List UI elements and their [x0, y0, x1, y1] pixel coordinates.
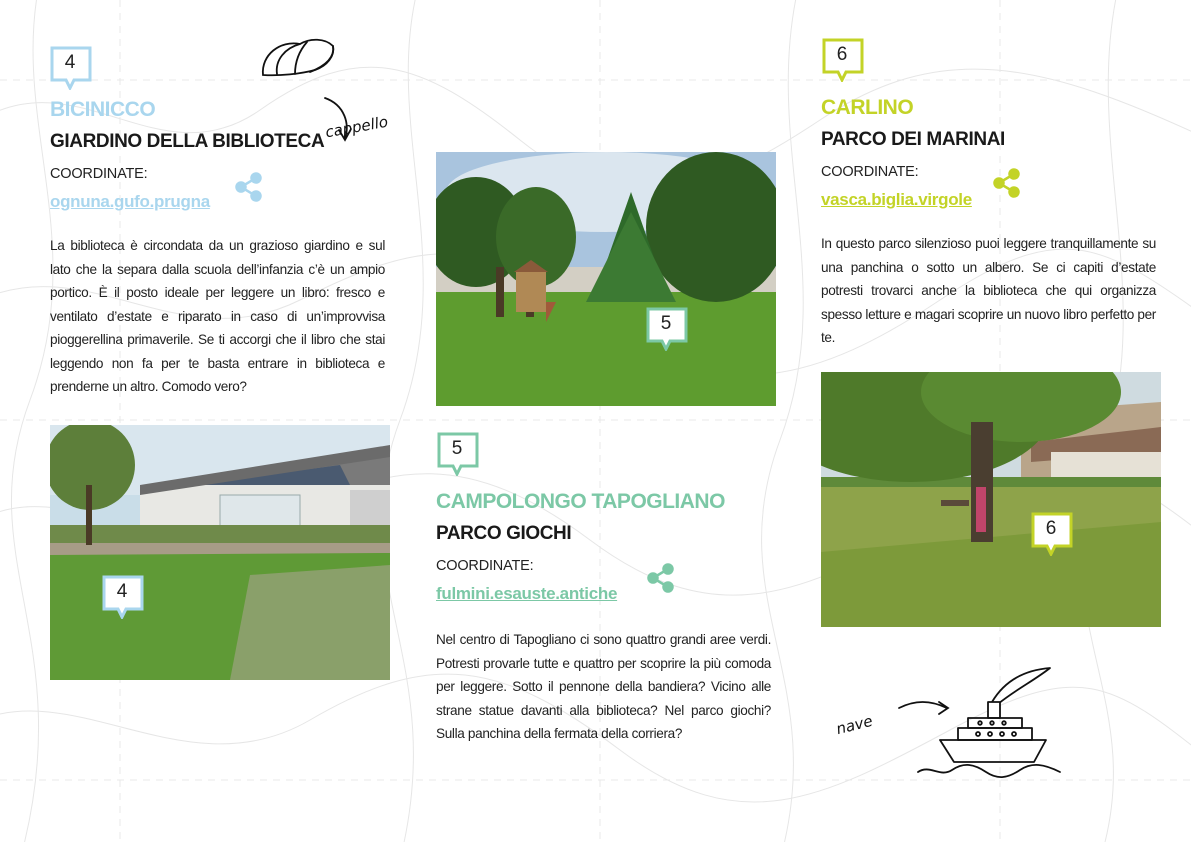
- share-icon[interactable]: [234, 172, 264, 202]
- place-subtitle: PARCO DEI MARINAI: [821, 129, 1005, 150]
- coordinate-label: COORDINATE:: [821, 164, 919, 180]
- photo-marker-pin-icon: [102, 575, 148, 619]
- place-name: BICINICCO: [50, 98, 156, 121]
- share-icon[interactable]: [992, 168, 1022, 198]
- photo-marker-number: 6: [1045, 518, 1057, 539]
- photo-park: [821, 372, 1161, 627]
- coordinate-link[interactable]: ognuna.gufo.prugna: [50, 192, 210, 211]
- place-name: CARLINO: [821, 96, 914, 119]
- place-description: Nel centro di Tapogliano ci sono quattro grandi aree verdi. Potresti provarle tutte e quattro per scoprire la più comoda per leggere. Sotto il pennone della bandiera? Vicino alle strane statue davanti alla biblioteca? Nel parco giochi? Sulla panchina della fermata della corriera?: [436, 632, 771, 741]
- marker-number: 6: [836, 44, 848, 65]
- place-subtitle: GIARDINO DELLA BIBLIOTECA: [50, 131, 325, 152]
- coordinate-link[interactable]: fulmini.esauste.antiche: [436, 584, 618, 603]
- marker-number: 4: [64, 52, 76, 73]
- place-name: CAMPOLONGO TAPOGLIANO: [436, 490, 725, 513]
- photo-marker-number: 5: [660, 313, 672, 334]
- photo-marker-pin-icon: [1031, 512, 1077, 556]
- cap-doodle-label: cappello: [323, 112, 390, 142]
- coordinate-label: COORDINATE:: [436, 558, 534, 574]
- photo-library-garden: [50, 425, 390, 680]
- place-subtitle: PARCO GIOCHI: [436, 523, 572, 544]
- ship-doodle-label: nave: [834, 711, 875, 739]
- photo-playground: [436, 152, 776, 406]
- place-description: La biblioteca è circondata da un grazioso giardino e sul lato che la separa dalla scuola dell’infanzia c’è un ampio portico. È il posto ideale per leggere un libro: fresco e ventilato d’estate e riparato in caso di un’improvvisa pioggerellina primaverile. Se ti accorgi che il libro che stai leggendo non fa per te basta entrare in biblioteca e prenderne un altro. Comodo vero?: [50, 238, 385, 394]
- marker-pin-icon: [437, 432, 483, 476]
- ship-doodle-icon: [910, 660, 1070, 780]
- marker-number: 5: [451, 438, 463, 459]
- marker-pin-icon: [50, 46, 96, 90]
- place-description: In questo parco silenzioso puoi leggere tranquillamente su una panchina o sotto un albero. Se ci capiti d’estate potresti trovarci anche la biblioteca che qui organizza spesso letture e magari scoprire un nuovo libro perfetto per te.: [821, 236, 1156, 345]
- share-icon[interactable]: [646, 563, 676, 593]
- coordinate-link[interactable]: vasca.biglia.virgole: [821, 190, 972, 209]
- marker-pin-icon: [822, 38, 868, 82]
- photo-marker-pin-icon: [646, 307, 692, 351]
- coordinate-label: COORDINATE:: [50, 166, 148, 182]
- photo-marker-number: 4: [116, 581, 128, 602]
